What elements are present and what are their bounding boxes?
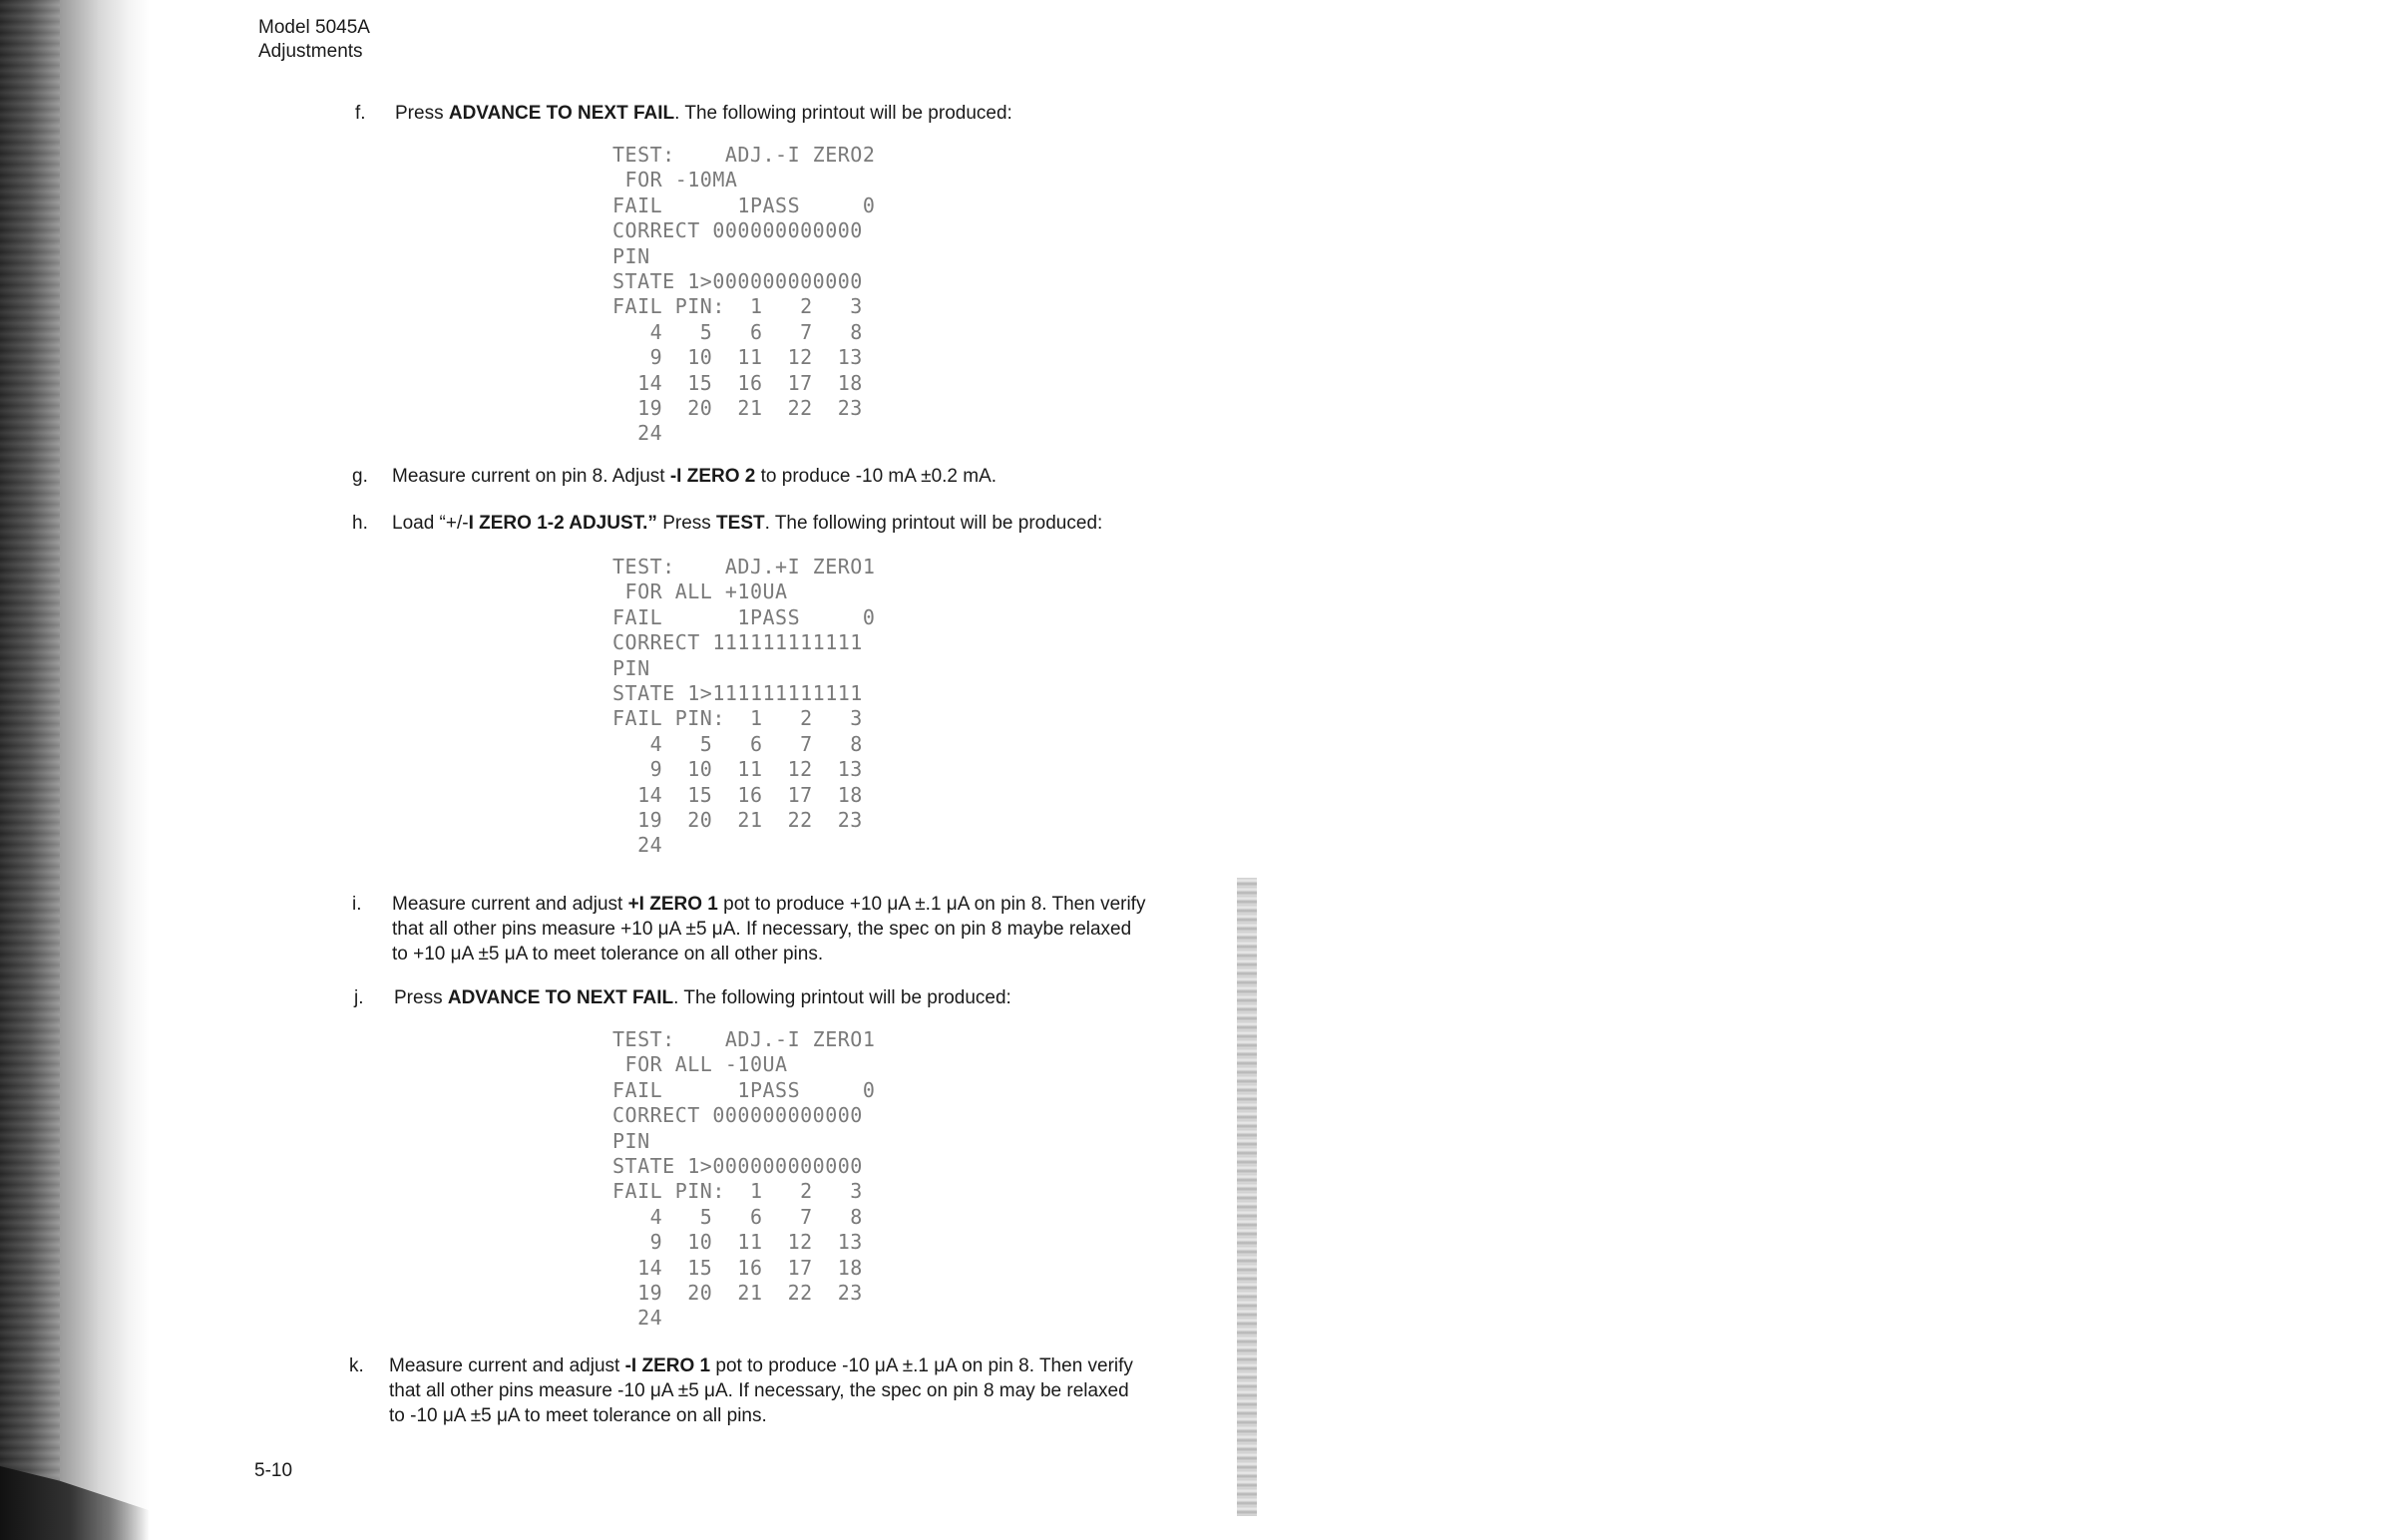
step-text-bold: I ZERO 1-2 ADJUST.” xyxy=(468,513,657,534)
step-text-mid: Press xyxy=(656,513,717,534)
step-text-pre: Measure current and adjust xyxy=(389,1355,625,1376)
step-label: i. xyxy=(352,894,362,915)
step-line-2: that all other pins measure -10 μA ±5 μA. If necessary, the spec on pin 8 may be relaxed xyxy=(389,1380,1129,1401)
step-text xyxy=(394,985,1392,1010)
step-text-pre: Load “+/- xyxy=(392,513,469,534)
step-text xyxy=(392,511,1390,536)
step-line-2: that all other pins measure +10 μA ±5 μA. If necessary, the spec on pin 8 maybe relaxed xyxy=(392,919,1132,940)
printout-2: TEST: ADJ.+I ZERO1 FOR ALL +10UA FAIL 1PASS 0 CORRECT 111111111111 PIN STATE 1>111111111111 FAIL PIN: 1 2 3 4 5 6 7 8 9 10 11 12 13 14 15 16 17 18 19 20 21 22 23 24 xyxy=(612,555,876,858)
page-number: 5-10 xyxy=(254,1460,293,1481)
step-text-post: . The following printout will be produced: xyxy=(673,987,1011,1008)
step-text-post: pot to produce +10 μA ±.1 μA on pin 8. Then verify xyxy=(717,894,1146,915)
step-text-post: pot to produce -10 μA ±.1 μA on pin 8. Then verify xyxy=(710,1355,1133,1376)
step-line-3: to -10 μA ±5 μA to meet tolerance on all pins. xyxy=(389,1405,767,1426)
step-text-post: to produce -10 mA ±0.2 mA. xyxy=(755,466,997,487)
step-text-pre: Measure current and adjust xyxy=(392,894,628,915)
model-title: Model 5045A xyxy=(258,17,370,38)
step-text xyxy=(392,464,1390,489)
step-text-bold: ADVANCE TO NEXT FAIL xyxy=(447,987,674,1008)
step-label: f. xyxy=(355,103,366,124)
step-text xyxy=(395,101,1393,126)
step-text-post: . The following printout will be produced: xyxy=(674,103,1012,124)
step-text-pre: Press xyxy=(395,103,449,124)
step-line-1 xyxy=(392,892,1390,917)
printout-3: TEST: ADJ.-I ZERO1 FOR ALL -10UA FAIL 1PASS 0 CORRECT 000000000000 PIN STATE 1>000000000000 FAIL PIN: 1 2 3 4 5 6 7 8 9 10 11 12 13 14 15 16 17 18 19 20 21 22 23 24 xyxy=(612,1027,876,1331)
step-text-post: . The following printout will be produced: xyxy=(764,513,1103,534)
step-label: g. xyxy=(352,466,368,487)
printout-1: TEST: ADJ.-I ZERO2 FOR -10MA FAIL 1PASS 0 CORRECT 000000000000 PIN STATE 1>000000000000 FAIL PIN: 1 2 3 4 5 6 7 8 9 10 11 12 13 14 15 16 17 18 19 20 21 22 23 24 xyxy=(612,143,876,446)
step-text-bold: +I ZERO 1 xyxy=(627,894,718,915)
page-header xyxy=(258,16,370,64)
step-text xyxy=(392,892,1390,966)
spine-texture xyxy=(0,0,60,1540)
section-title: Adjustments xyxy=(258,41,363,62)
step-text xyxy=(389,1353,1387,1428)
step-label: j. xyxy=(354,987,364,1008)
step-line-1 xyxy=(389,1353,1387,1378)
step-text-pre: Measure current on pin 8. Adjust xyxy=(392,466,670,487)
step-text-bold: -I ZERO 1 xyxy=(624,1355,711,1376)
step-text-bold-2: TEST xyxy=(716,513,765,534)
step-text-pre: Press xyxy=(394,987,448,1008)
step-label: h. xyxy=(352,513,368,534)
step-text-bold: ADVANCE TO NEXT FAIL xyxy=(448,103,675,124)
step-text-bold: -I ZERO 2 xyxy=(669,466,756,487)
step-label: k. xyxy=(349,1355,364,1376)
step-line-3: to +10 μA ±5 μA to meet tolerance on all other pins. xyxy=(392,944,824,964)
